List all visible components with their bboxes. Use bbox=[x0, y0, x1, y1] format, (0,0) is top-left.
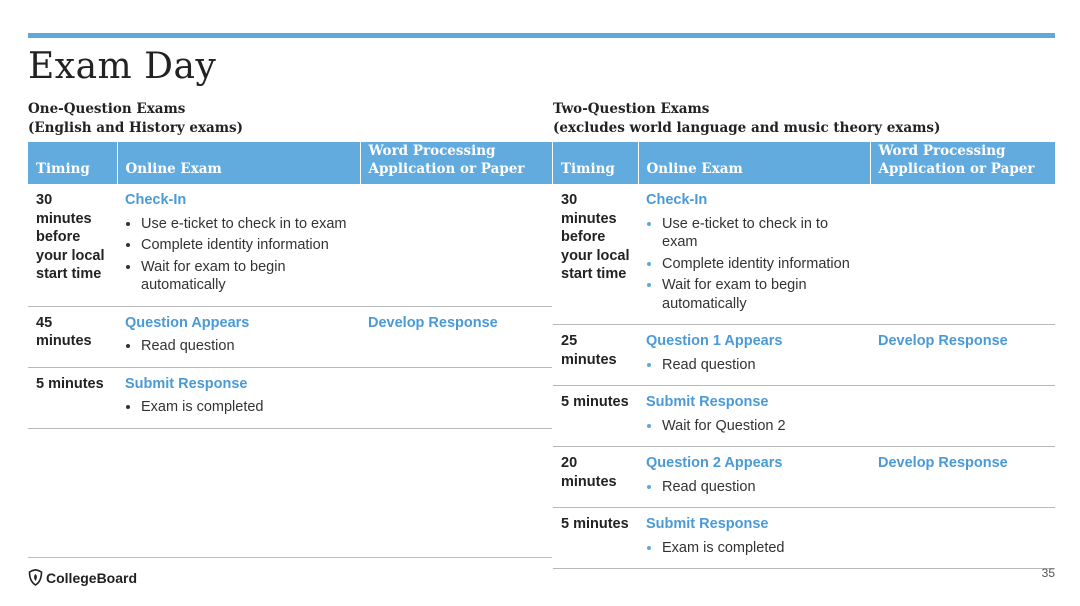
phase-label: Question Appears bbox=[125, 314, 250, 331]
online-cell bbox=[117, 184, 360, 306]
step-item: • Read question bbox=[662, 478, 862, 497]
timing-cell: 5 minutes bbox=[553, 508, 638, 569]
collegeboard-logo bbox=[28, 569, 137, 586]
header-online-exam: Online Exam bbox=[117, 142, 360, 184]
step-list bbox=[646, 539, 862, 558]
logo-text: CollegeBoard bbox=[46, 569, 138, 586]
table-row bbox=[553, 508, 1055, 569]
phase-label: Submit Response bbox=[646, 394, 769, 410]
word-cell: Develop Response bbox=[870, 325, 1055, 386]
header-word-processing: Word Processing Application or Paper bbox=[360, 142, 552, 184]
table-row bbox=[553, 447, 1055, 508]
word-cell: Develop Response bbox=[870, 447, 1055, 508]
online-cell bbox=[638, 386, 870, 447]
section-heading bbox=[28, 100, 552, 142]
header-online-exam: Online Exam bbox=[638, 142, 870, 184]
step-list bbox=[125, 398, 352, 417]
step-item: • Wait for Question 2 bbox=[662, 417, 862, 436]
timing-cell: 5 minutes bbox=[28, 367, 117, 428]
page-title: Exam Day bbox=[28, 46, 217, 87]
step-list bbox=[646, 478, 862, 497]
section-heading-subtitle: (excludes world language and music theory exams) bbox=[553, 120, 941, 136]
table-row bbox=[28, 184, 552, 306]
phase-label: Check-In bbox=[646, 192, 708, 208]
table-row bbox=[553, 184, 1055, 325]
timing-cell: 30 minutes before your local start time bbox=[28, 184, 117, 306]
table-header-row bbox=[28, 142, 552, 184]
step-item: • Use e-ticket to check in to exam bbox=[662, 215, 862, 252]
section-heading bbox=[553, 100, 1055, 142]
section-heading-title: Two-Question Exams bbox=[553, 101, 710, 117]
timing-cell: 30 minutes before your local start time bbox=[553, 184, 638, 325]
phase-label: Question 2 Appears bbox=[646, 455, 783, 471]
step-list bbox=[125, 337, 352, 356]
table-row bbox=[28, 306, 552, 367]
online-cell bbox=[638, 447, 870, 508]
step-list bbox=[125, 215, 352, 295]
phase-label: Submit Response bbox=[125, 375, 248, 392]
header-word-processing: Word Processing Application or Paper bbox=[870, 142, 1055, 184]
step-list bbox=[646, 215, 862, 314]
step-item: • Exam is completed bbox=[141, 398, 352, 417]
step-list bbox=[646, 417, 862, 436]
two-question-section bbox=[553, 100, 1055, 569]
timing-cell: 25 minutes bbox=[553, 325, 638, 386]
bottom-divider bbox=[28, 557, 552, 558]
step-item: • Use e-ticket to check in to exam bbox=[141, 215, 352, 234]
step-item: • Wait for exam to begin automatically bbox=[141, 258, 352, 295]
word-cell bbox=[870, 508, 1055, 569]
timing-cell: 5 minutes bbox=[553, 386, 638, 447]
timing-cell: 45 minutes bbox=[28, 306, 117, 367]
word-cell bbox=[870, 386, 1055, 447]
step-item: • Wait for exam to begin automatically bbox=[662, 276, 862, 313]
phase-label: Submit Response bbox=[646, 516, 769, 532]
word-cell bbox=[360, 367, 552, 428]
step-item: • Complete identity information bbox=[141, 236, 352, 255]
step-item: • Read question bbox=[141, 337, 352, 356]
section-heading-subtitle: (English and History exams) bbox=[28, 120, 244, 136]
header-timing: Timing bbox=[553, 142, 638, 184]
step-item: • Exam is completed bbox=[662, 539, 862, 558]
online-cell bbox=[117, 306, 360, 367]
header-timing: Timing bbox=[28, 142, 117, 184]
one-question-section bbox=[28, 100, 552, 429]
table-header-row bbox=[553, 142, 1055, 184]
online-cell bbox=[638, 325, 870, 386]
step-list bbox=[646, 356, 862, 375]
word-cell bbox=[870, 184, 1055, 325]
word-cell bbox=[360, 184, 552, 306]
online-cell bbox=[638, 508, 870, 569]
phase-label: Question 1 Appears bbox=[646, 333, 783, 349]
section-heading-title: One-Question Exams bbox=[28, 101, 186, 117]
word-cell: Develop Response bbox=[360, 306, 552, 367]
table-row bbox=[553, 386, 1055, 447]
page-number: 35 bbox=[1041, 566, 1055, 580]
schedule-table bbox=[28, 142, 552, 429]
online-cell bbox=[638, 184, 870, 325]
top-accent-bar bbox=[28, 33, 1055, 38]
phase-label: Check-In bbox=[125, 192, 187, 208]
timing-cell: 20 minutes bbox=[553, 447, 638, 508]
step-item: • Complete identity information bbox=[662, 255, 862, 274]
table-row bbox=[553, 325, 1055, 386]
online-cell bbox=[117, 367, 360, 428]
step-item: • Read question bbox=[662, 356, 862, 375]
acorn-shield-icon bbox=[28, 569, 43, 586]
table-row bbox=[28, 367, 552, 428]
schedule-table bbox=[553, 142, 1055, 569]
